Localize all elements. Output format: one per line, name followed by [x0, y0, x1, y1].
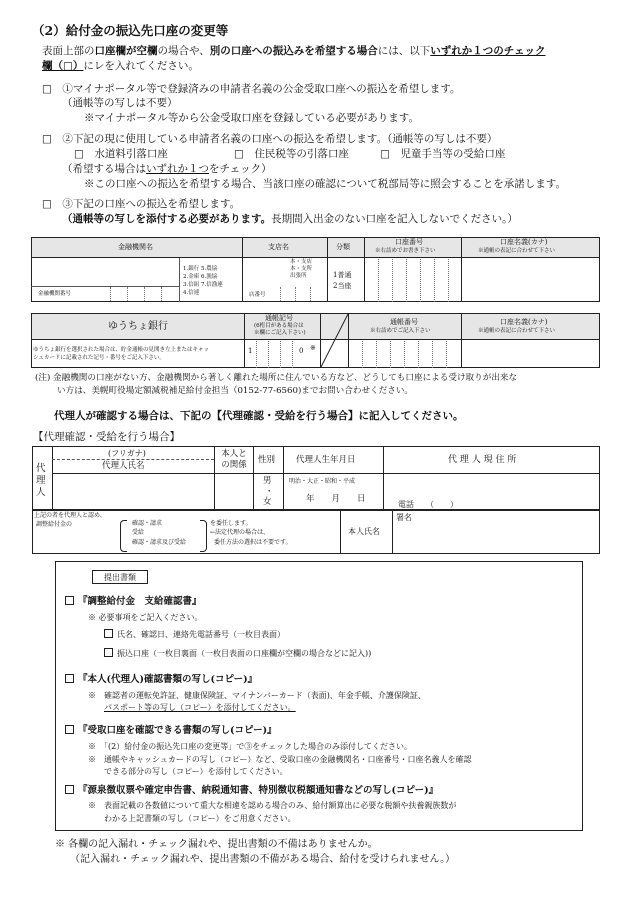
symbol-header-sub1: (6桁目がある場合は	[254, 323, 304, 329]
yucho-last-digit: 0	[299, 347, 304, 355]
sex-male[interactable]: 男	[263, 476, 272, 486]
digit-sep	[446, 341, 447, 368]
doc-2[interactable]	[65, 673, 257, 686]
digit-sep	[144, 287, 145, 301]
col-divider	[244, 313, 245, 368]
address-label: 代 理 人 現 住 所	[448, 455, 517, 465]
doc-1-sub-2-checkbox[interactable]	[104, 648, 113, 657]
doc-3-title: 『受取口座を確認できる書類の写し(コピー)』	[78, 725, 277, 736]
col-divider	[179, 258, 180, 302]
digit-sep	[432, 341, 433, 368]
agent-title: 【代理確認・受給を行う場合】	[33, 431, 180, 443]
type-current[interactable]: 2当座	[333, 282, 352, 290]
notice-line-2: い方は、美幌町役場定額減税補足給付金担当（0152-77-6560)までお問い合わせください。	[57, 386, 414, 396]
row-divider	[52, 473, 600, 474]
digit-sep	[362, 341, 363, 368]
digit-sep	[404, 341, 405, 368]
col-divider	[348, 313, 349, 368]
footer-line-1: ※ 各欄の記入漏れ・チェック漏れや、提出書類の不備はありませんか。	[55, 839, 378, 850]
intro-text: 表面上部の	[42, 45, 95, 57]
consent-right-2: ←法定代理の場合は、	[210, 529, 270, 536]
doc-1-title: 『調整給付金 支給確認書』	[78, 596, 202, 607]
intro-line-1	[42, 45, 545, 58]
type-ordinary[interactable]: 1普通	[333, 271, 352, 279]
opt3-note-b: 長期間入出金のない口座を記入しないでください。）	[271, 213, 518, 225]
digit-sep	[292, 341, 293, 368]
agent-name-label: 代理人氏名	[102, 461, 145, 471]
notice-line-1: (注) 金融機関の口座がない方、金融機関から著しく離れた場所に住んでいる方など、どうしても口座による受け取りが出来な	[35, 373, 518, 383]
intro-emph: のチェック	[493, 45, 546, 57]
consent-opt-receive[interactable]: 受給	[132, 529, 145, 536]
furigana-label: (フリガナ)	[108, 449, 146, 458]
sex-female[interactable]: 女	[263, 497, 272, 507]
branch-code-label: 店番号	[249, 292, 266, 298]
doc-1-sub-1-checkbox[interactable]	[104, 629, 113, 638]
option-1-note: （通帳等の写しは不要）	[62, 97, 178, 109]
option-3[interactable]: □ ③下記の口座への振込を希望します。	[42, 198, 241, 210]
consent-opt-confirm[interactable]: 確認・請求	[132, 520, 163, 527]
yucho-note-1: ゆうちょ銀行を選択された場合は、貯金通帳の見開き左上またはキャッ	[33, 347, 210, 353]
col-divider	[340, 510, 341, 554]
option-2-wish	[62, 163, 272, 176]
intro-emph: いずれか１つ	[430, 45, 494, 57]
digit-sep	[161, 287, 162, 301]
acct-name-header: 口座名義(カナ)	[500, 238, 548, 246]
digit-sep	[127, 287, 128, 301]
col-divider	[283, 446, 284, 510]
section-title: （2）給付金の振込先口座の変更等	[32, 23, 229, 38]
wish-emph: いずれか１つ	[146, 163, 209, 175]
digit-sep	[392, 259, 393, 302]
doc-2-line-1: ※ 確認者の運転免許証、健康保険証、マイナンバーカード（表面)、年金手帳、介護保険証、	[88, 691, 426, 700]
col-divider	[461, 313, 462, 368]
doc-3-checkbox[interactable]	[65, 725, 74, 734]
digit-sep	[110, 287, 111, 301]
bank-code-label: 金融機関番号	[38, 291, 72, 297]
digit-sep	[390, 341, 391, 368]
doc-1-sub-2-text: 振込口座（一枚目裏面（一枚目表面の口座欄が空欄の場合などに記入))	[117, 649, 372, 658]
yucho-first-digit: 1	[248, 347, 253, 355]
wish-text: をチェック）	[209, 163, 272, 175]
col-divider	[242, 237, 243, 302]
digit-sep	[268, 341, 269, 368]
doc-1-sub-1[interactable]	[104, 629, 285, 639]
row-divider	[52, 459, 214, 460]
doc-2-checkbox[interactable]	[65, 674, 74, 683]
intro-emph: 欄（□）	[42, 60, 84, 72]
doc-3-line-2: ※ 通帳やキャッシュカードの写し（コピー）など、受取口座の金融機関名・口座番号・口座名義人を確認	[88, 755, 472, 764]
symbol-header-sub2: ※欄にご記入下さい)	[254, 330, 306, 336]
signature-label: 署名	[396, 513, 412, 522]
col-divider	[327, 237, 328, 302]
branch-kind-1: 本・支店	[290, 259, 313, 265]
doc-4-title: 『源泉徴収票や確定申告書、納税通知書、特別徴収税額通知書などの写し(コピー)』	[78, 785, 439, 796]
symbol-header: 通帳記号	[265, 314, 293, 322]
doc-4-checkbox[interactable]	[65, 785, 74, 794]
era-options[interactable]: 明治・大正・昭和・平成	[289, 478, 356, 485]
sex-label: 性別	[258, 455, 276, 465]
doc-3-line-3: できる部分の写し（コピー）を添付してください。	[104, 767, 288, 776]
doc-1-sub-2[interactable]	[104, 648, 371, 658]
digit-sep	[420, 259, 421, 302]
branch-kind-3: 出張所	[290, 273, 307, 279]
yucho-asterisk: ※	[310, 344, 316, 352]
consent-line-1: 上記の者を代理人と認め、	[34, 512, 106, 519]
opt3-note-a: （通帳等の写しを添付する必要があります。	[62, 213, 272, 225]
doc-1-note: ※ 必要事項をご記入ください。	[88, 613, 203, 622]
digit-sep	[406, 259, 407, 302]
doc-1-sub-1-text: 氏名、確認日、連絡先電話番号（一枚目表面）	[117, 630, 285, 639]
option-3-note	[62, 213, 518, 226]
agent-instruction: 代理人が確認する場合は、下記の【代理確認・受給を行う場合】に記入してください。	[54, 410, 464, 422]
option-2-child[interactable]: □ 児童手当等の受給口座	[380, 148, 506, 160]
digit-sep	[295, 287, 296, 301]
bank-kind-2: 2.金庫 6.漁協	[183, 274, 218, 280]
digit-sep	[280, 341, 281, 368]
consent-right-1: を委任します。	[210, 520, 252, 527]
option-1-note2: ※マイナポータル等から公金受取口座を登録している必要があります。	[84, 112, 419, 124]
acct-name-header-sub: ※通帳の表記に合わせて下さい	[478, 248, 556, 254]
diagonal-slash	[321, 314, 348, 367]
wish-text: （希望する場合は	[62, 163, 146, 175]
col-divider	[364, 237, 365, 302]
consent-line-2: 調整給付金の	[36, 521, 73, 528]
digit-sep	[310, 287, 311, 301]
intro-emph: 口座欄が空欄	[94, 45, 158, 57]
doc-2-title: 『本人(代理人)確認書類の写し(コピー)』	[78, 674, 258, 685]
digit-sep	[418, 341, 419, 368]
intro-text: にレを入れてください。	[83, 60, 199, 72]
intro-text: の場合や、	[157, 45, 210, 57]
digit-sep	[376, 341, 377, 368]
intro-emph: 別の口座への振込みを希望する場合	[209, 45, 378, 57]
num-header-sub: ※右詰めでご記入下さい	[370, 328, 431, 334]
acct-header: 口座番号	[395, 238, 423, 246]
option-2-water[interactable]: □ 水道料引落口座	[74, 148, 168, 160]
relation-label: 本人との関係	[221, 449, 247, 470]
digit-sep	[378, 259, 379, 302]
option-1[interactable]: □ ①マイナポータル等で登録済みの申請者名義の公金受取口座への振込を希望します。	[42, 83, 461, 95]
col-divider	[461, 237, 462, 302]
branch-kind-2: 本・支所	[290, 266, 313, 272]
brace-left	[120, 520, 127, 552]
bank-name-header: 金融機関名	[118, 243, 153, 251]
acct-header-sub: ※右詰めでお書き下さい	[375, 248, 436, 254]
option-2-resident[interactable]: □ 住民税等の引落口座	[234, 148, 349, 160]
yucho-name: ゆうちょ銀行	[108, 321, 168, 332]
agent-side-label: 代理人	[36, 463, 46, 498]
digit-sep	[256, 341, 257, 368]
doc-3[interactable]	[65, 724, 277, 737]
doc-3-line-1: ※ 「(2）給付金の振込先口座の変更等」で③をチェックした場合のみ添付してください。	[88, 742, 412, 751]
bank-kind-3: 3.信組 7.信漁連	[183, 282, 223, 288]
branch-header: 支店名	[268, 243, 289, 251]
digit-sep	[448, 259, 449, 302]
doc-4[interactable]	[65, 784, 438, 797]
intro-line-2	[42, 60, 199, 73]
row-divider	[31, 286, 179, 287]
doc-1[interactable]	[65, 595, 202, 608]
yucho-acct-name-header: 口座名義(カナ)	[500, 318, 548, 326]
consent-box	[32, 510, 600, 554]
sex-dot: ・	[265, 487, 274, 497]
intro-text: には、以下	[377, 45, 431, 57]
col-divider	[392, 510, 393, 554]
num-header: 通帳番号	[390, 318, 418, 326]
col-divider	[214, 446, 215, 510]
documents-header: 提出書類	[104, 573, 136, 582]
birth-label: 代理人生年月日	[296, 455, 356, 465]
type-header: 分類	[336, 243, 350, 251]
principal-name-label: 本人氏名	[348, 527, 380, 536]
yucho-acct-name-sub: ※通帳の表記に合わせて下さい	[478, 328, 556, 334]
ymd-label: 年 月 日	[306, 494, 366, 504]
col-divider	[52, 446, 53, 510]
bank-kind-4: 4.信連	[183, 290, 200, 296]
digit-sep	[434, 259, 435, 302]
option-2[interactable]: □ ②下記の現に使用している申請者名義の口座への振込を希望します。（通帳等の写しは不要）	[42, 133, 498, 145]
doc-2-line-2: パスポート等の写し（コピー）を添付してください。	[104, 703, 296, 712]
consent-opt-both[interactable]: 確認・請求及び受給	[132, 539, 187, 546]
yucho-note-2: シュカードに記載された記号・番号をご記入下さい。	[33, 355, 165, 361]
bank-kind-1: 1.銀行 5.農協	[183, 266, 218, 272]
option-2-note: ※この口座への振込を希望する場合、当該口座の確認について税部局等に照会することを承諾します。	[84, 178, 566, 190]
doc-4-line-2: わかる上記書類の写し（コピー）をご用意ください。	[104, 814, 296, 823]
doc-4-line-1: ※ 表面記載の各数値について重大な相違を認める場合のみ、給付額算出に必要な税額や扶養親族数が	[88, 801, 457, 810]
doc-1-checkbox[interactable]	[65, 596, 74, 605]
consent-right-3: 委任方法の選択は不要です。	[214, 539, 292, 546]
tel-label: 電話 （ ）	[398, 500, 458, 509]
brace-right	[200, 520, 207, 552]
col-divider	[253, 446, 254, 510]
col-divider	[383, 446, 384, 510]
footer-line-2: （記入漏れ・チェック漏れや、提出書類の不備がある場合、給付を受けられません。）	[70, 854, 456, 865]
digit-sep	[280, 287, 281, 301]
